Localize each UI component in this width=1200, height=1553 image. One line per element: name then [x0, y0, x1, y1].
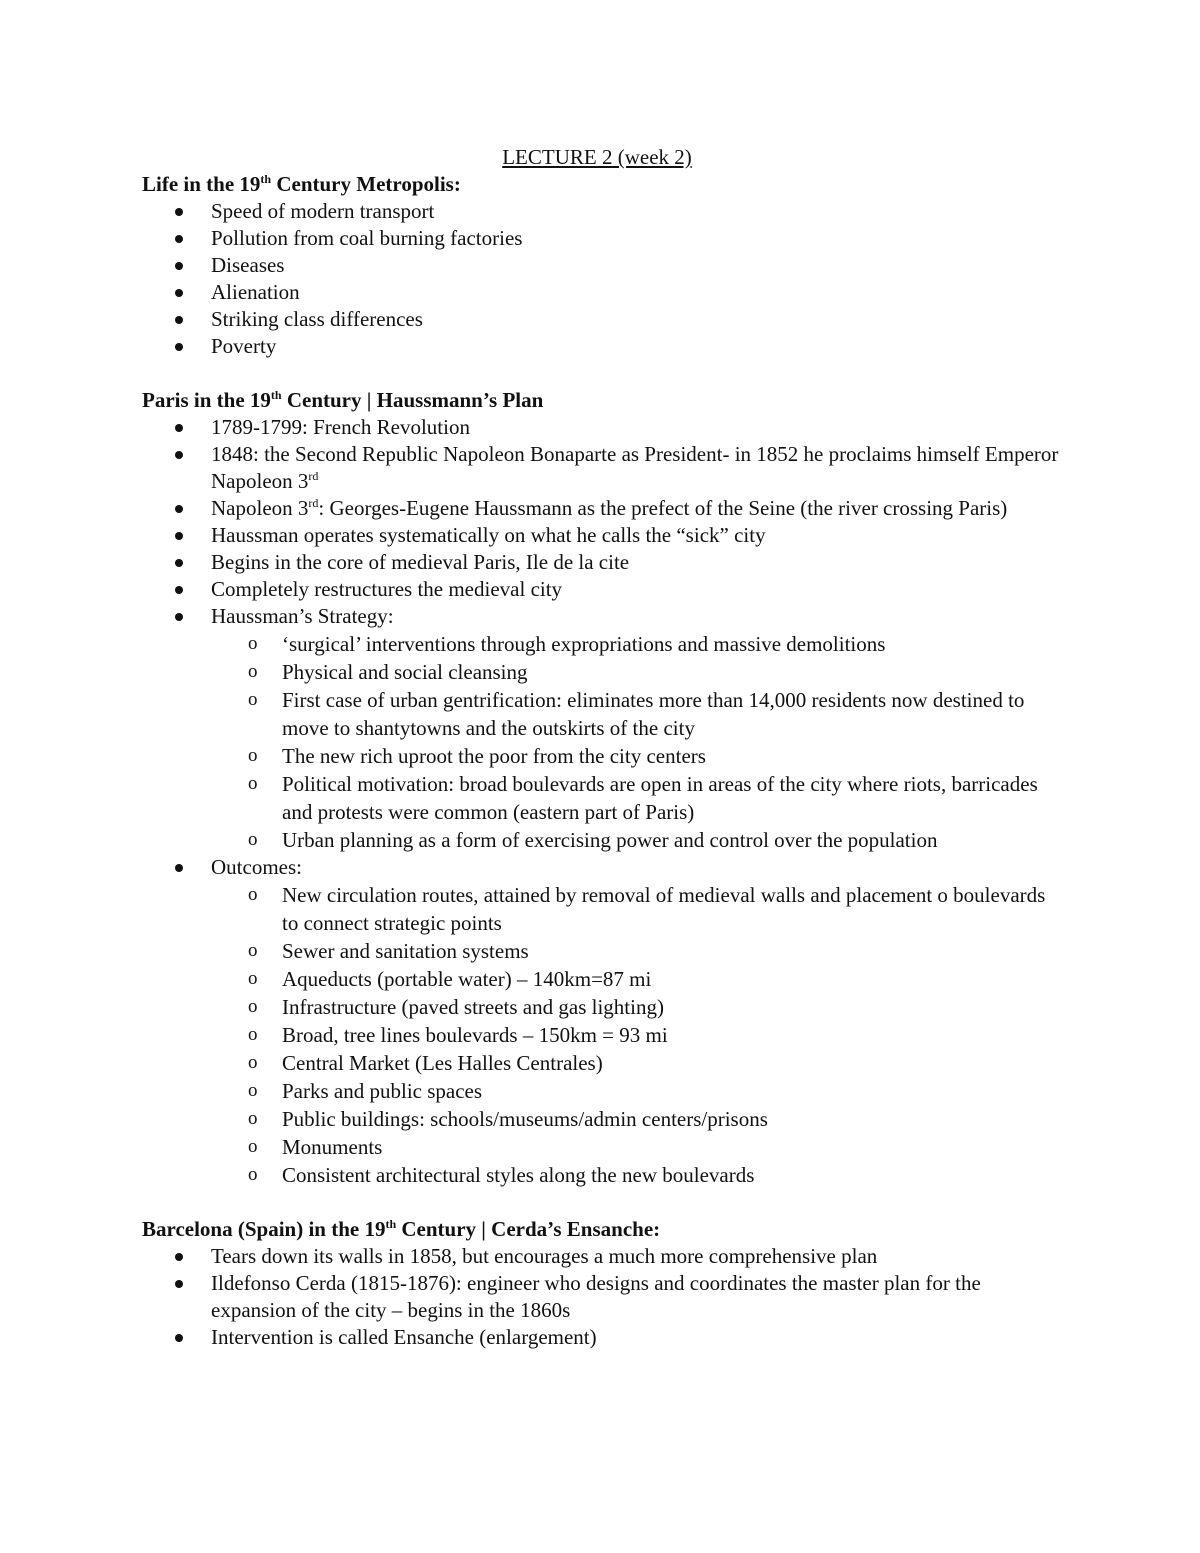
bullet-icon — [175, 613, 183, 621]
bullet-icon — [175, 1334, 183, 1342]
bullet-icon — [175, 559, 183, 567]
sub-list-item-text: Infrastructure (paved streets and gas lighting) — [282, 995, 664, 1019]
sub-list-item — [142, 658, 1062, 686]
circle-bullet-icon: o — [248, 829, 258, 850]
sub-list-item-text: Central Market (Les Halles Centrales) — [282, 1051, 603, 1075]
bullet-icon — [175, 532, 183, 540]
heading-text: Life in the 19 — [142, 172, 261, 196]
sub-list-item-text: First case of urban gentrification: eliminates more than 14,000 residents now destined to move to shantytowns and the outskirts of the city — [282, 688, 1025, 740]
bullet-icon — [175, 343, 183, 351]
list-item — [142, 1270, 1062, 1324]
sub-list-item — [142, 1105, 1062, 1133]
bullet-icon — [175, 1253, 183, 1261]
bullet-icon — [175, 316, 183, 324]
heading-text: Century | Cerda’s Ensanche: — [396, 1217, 661, 1241]
list-item — [142, 522, 1062, 549]
list-item — [142, 198, 1062, 225]
circle-bullet-icon: o — [248, 661, 258, 682]
list-item-text: Begins in the core of medieval Paris, Ile de la cite — [211, 550, 630, 574]
list-item — [142, 576, 1062, 603]
circle-bullet-icon: o — [248, 940, 258, 961]
list-item — [142, 1324, 1062, 1351]
list-item — [142, 414, 1062, 441]
heading-text: Paris in the 19 — [142, 388, 271, 412]
sub-list-item-text: Physical and social cleansing — [282, 660, 528, 684]
heading-superscript: th — [385, 1217, 397, 1231]
lecture-title: LECTURE 2 (week 2) — [502, 145, 692, 169]
circle-bullet-icon: o — [248, 1164, 258, 1185]
circle-bullet-icon: o — [248, 1024, 258, 1045]
sub-list-item-text: ‘surgical’ interventions through expropriations and massive demolitions — [282, 632, 886, 656]
spacer — [142, 1189, 1062, 1216]
list-item — [142, 441, 1062, 495]
list-item-text: Striking class differences — [211, 307, 423, 331]
list-item-text: Completely restructures the medieval city — [211, 577, 563, 601]
list-item-text: Outcomes: — [211, 855, 302, 879]
list-item — [142, 252, 1062, 279]
sub-list-item-text: Political motivation: broad boulevards are open in areas of the city where riots, barricades and protests were common (eastern part of Paris) — [282, 772, 1038, 824]
list-item-text: Poverty — [211, 334, 277, 358]
list-item-text — [211, 495, 1062, 522]
superscript: rd — [308, 469, 319, 483]
list-item-text: Tears down its walls in 1858, but encourages a much more comprehensive plan — [211, 1244, 878, 1268]
sub-list-item — [142, 1049, 1062, 1077]
bullet-icon — [175, 586, 183, 594]
list-item — [142, 279, 1062, 306]
list-item — [142, 854, 1062, 1189]
list-item-text: Diseases — [211, 253, 285, 277]
list-item — [142, 225, 1062, 252]
bullet-list-barcelona — [142, 1243, 1062, 1351]
sub-list-item — [142, 1021, 1062, 1049]
list-item — [142, 495, 1062, 522]
list-item-text: 1789-1799: French Revolution — [211, 415, 470, 439]
sub-list-item — [142, 881, 1062, 937]
sub-list-item — [142, 937, 1062, 965]
list-item-text: Haussman’s Strategy: — [211, 604, 394, 628]
bullet-list-paris — [142, 414, 1062, 1189]
sub-list-item — [142, 770, 1062, 826]
sub-list-item-text: Consistent architectural styles along the new boulevards — [282, 1163, 755, 1187]
heading-superscript: th — [270, 388, 282, 402]
spacer — [142, 360, 1062, 387]
bullet-icon — [175, 289, 183, 297]
circle-bullet-icon: o — [248, 745, 258, 766]
bullet-icon — [175, 451, 183, 459]
sub-list-item — [142, 630, 1062, 658]
bullet-icon — [175, 424, 183, 432]
list-item-text: Speed of modern transport — [211, 199, 435, 223]
heading-superscript: th — [260, 172, 272, 186]
sub-list-item-text: Sewer and sanitation systems — [282, 939, 529, 963]
list-item-text: Ildefonso Cerda (1815-1876): engineer who designs and coordinates the master plan for the expansion of the city – begins in the 1860s — [211, 1271, 981, 1322]
list-item-text: Haussman operates systematically on what he calls the “sick” city — [211, 523, 766, 547]
sub-list-item — [142, 742, 1062, 770]
bullet-icon — [175, 208, 183, 216]
list-item-text-part: : Georges-Eugene Haussmann as the prefect of the Seine (the river crossing Paris) — [318, 496, 1008, 520]
sub-list-item-text: Public buildings: schools/museums/admin centers/prisons — [282, 1107, 768, 1131]
bullet-icon — [175, 262, 183, 270]
heading-text: Century Metropolis: — [271, 172, 461, 196]
sub-list-item-text: New circulation routes, attained by removal of medieval walls and placement o boulevards to connect strategic points — [282, 883, 1046, 935]
list-item-text-part: 1848: the Second Republic Napoleon Bonaparte as President- in 1852 he proclaims himself Emperor Napoleon 3 — [211, 442, 1059, 493]
circle-bullet-icon: o — [248, 968, 258, 989]
section-heading-barcelona — [142, 1216, 1062, 1243]
heading-text: Century | Haussmann’s Plan — [281, 388, 544, 412]
circle-bullet-icon: o — [248, 773, 258, 794]
sub-list-item — [142, 686, 1062, 742]
circle-bullet-icon: o — [248, 884, 258, 905]
list-item-text-part: Napoleon 3 — [211, 496, 309, 520]
sub-list-item-text: Parks and public spaces — [282, 1079, 483, 1103]
sub-list-item-text: Broad, tree lines boulevards – 150km = 93 mi — [282, 1023, 668, 1047]
sub-list-strategy — [211, 630, 1062, 854]
sub-list-item-text: Aqueducts (portable water) – 140km=87 mi — [282, 967, 652, 991]
bullet-list-life — [142, 198, 1062, 360]
list-item-text: Alienation — [211, 280, 300, 304]
list-item — [142, 306, 1062, 333]
superscript: rd — [308, 496, 319, 510]
circle-bullet-icon: o — [248, 996, 258, 1017]
circle-bullet-icon: o — [248, 1108, 258, 1129]
section-heading-paris — [142, 387, 1062, 414]
list-item-text: Pollution from coal burning factories — [211, 226, 523, 250]
sub-list-item — [142, 826, 1062, 854]
list-item — [142, 549, 1062, 576]
heading-text: Barcelona (Spain) in the 19 — [142, 1217, 386, 1241]
circle-bullet-icon: o — [248, 1052, 258, 1073]
circle-bullet-icon: o — [248, 1136, 258, 1157]
circle-bullet-icon: o — [248, 633, 258, 654]
document-page — [142, 143, 1062, 1351]
section-heading-life — [142, 171, 1062, 198]
bullet-icon — [175, 864, 183, 872]
circle-bullet-icon: o — [248, 689, 258, 710]
list-item — [142, 603, 1062, 854]
list-item — [142, 1243, 1062, 1270]
list-item-text: Intervention is called Ensanche (enlargement) — [211, 1325, 597, 1349]
sub-list-item-text: The new rich uproot the poor from the city centers — [282, 744, 706, 768]
bullet-icon — [175, 1280, 183, 1288]
sub-list-item — [142, 1077, 1062, 1105]
sub-list-outcomes — [211, 881, 1062, 1189]
list-item — [142, 333, 1062, 360]
sub-list-item — [142, 993, 1062, 1021]
bullet-icon — [175, 505, 183, 513]
sub-list-item — [142, 965, 1062, 993]
sub-list-item — [142, 1161, 1062, 1189]
circle-bullet-icon: o — [248, 1080, 258, 1101]
sub-list-item — [142, 1133, 1062, 1161]
sub-list-item-text: Monuments — [282, 1135, 383, 1159]
sub-list-item-text: Urban planning as a form of exercising power and control over the population — [282, 828, 938, 852]
list-item-text — [211, 441, 1062, 495]
bullet-icon — [175, 235, 183, 243]
